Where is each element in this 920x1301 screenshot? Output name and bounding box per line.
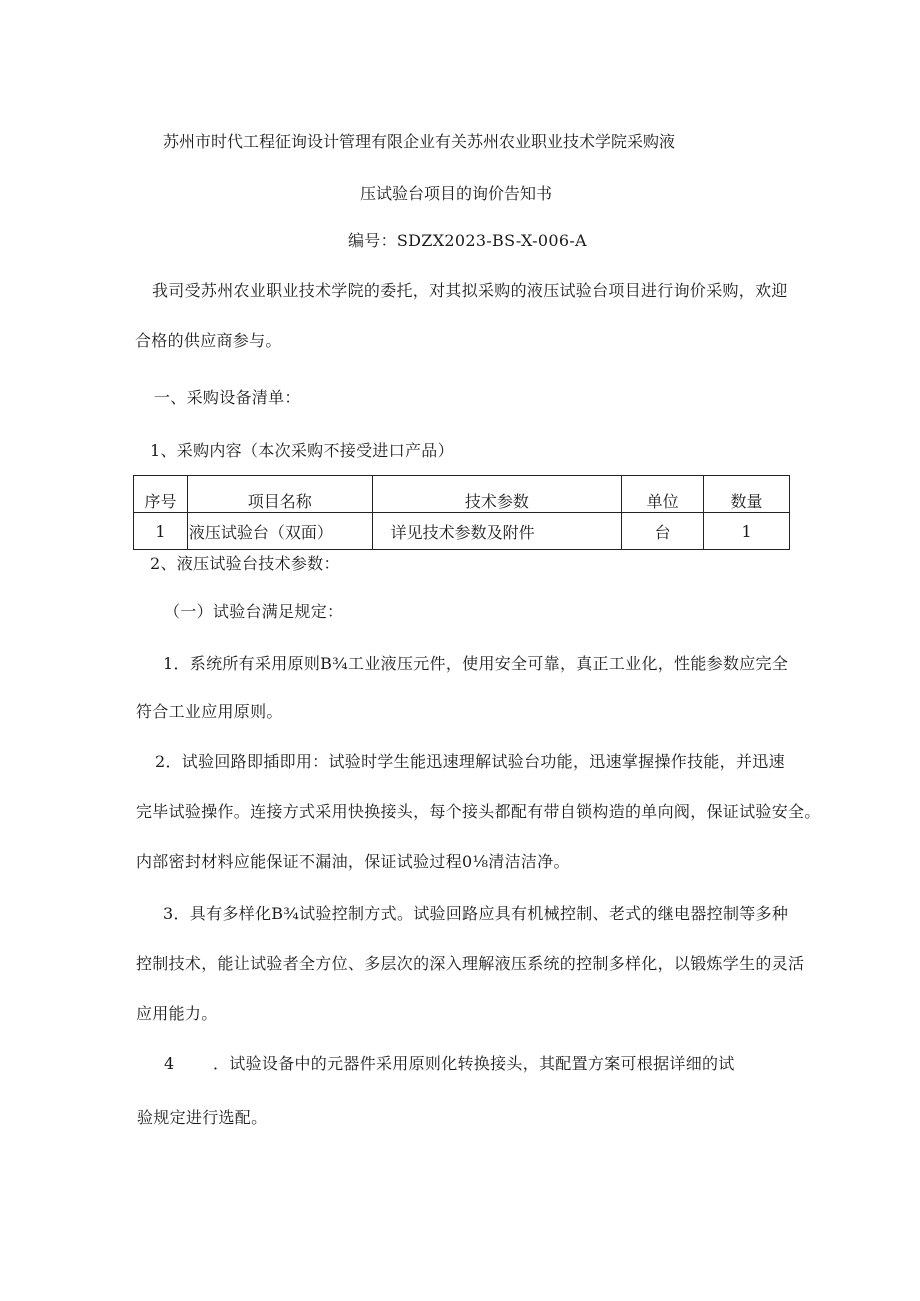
table-cell: 1 [134,513,188,550]
section-1-heading: 一、采购设备清单： [154,388,301,407]
title-line-1: 苏州市时代工程征询设计管理有限企业有关苏州农业职业技术学院采购液 [163,132,676,151]
document-number: 编号：SDZX2023-BS-X-006-A [348,231,587,250]
item-4-line-2: 验规定进行选配。 [137,1108,268,1127]
procurement-table [133,475,790,550]
table-header-row [134,476,790,513]
table-cell: 液压试验台（双面） [187,513,372,550]
header-cell: 数量 [704,476,790,513]
table-cell: 1 [704,513,790,550]
item-3-line-1: 3．具有多样化B¾试验控制方式。试验回路应具有机械控制、老式的继电器控制等多种 [163,904,789,923]
item-3-line-2: 控制技术，能让试验者全方位、多层次的深入理解液压系统的控制多样化，以锻炼学生的灵活 [136,954,805,973]
intro-line-2: 合格的供应商参与。 [135,331,282,350]
header-cell: 技术参数 [372,476,622,513]
table-row [134,513,790,550]
item-1-line-2: 符合工业应用原则。 [136,702,283,721]
item-1-line-1: 1．系统所有采用原则B¾工业液压元件，使用安全可靠，真正工业化，性能参数应完全 [163,654,789,673]
table-cell: 详见技术参数及附件 [372,513,622,550]
requirements-subheading: （一）试验台满足规定： [164,602,344,621]
procurement-content-heading: 1、采购内容（本次采购不接受进口产品） [150,441,454,460]
item-2-line-2: 完毕试验操作。连接方式采用快换接头，每个接头都配有带自锁构造的单向阀，保证试验安全。 [136,802,821,821]
item-4-line-1: ．试验设备中的元器件采用原则化转换接头，其配置方案可根据详细的试 [213,1054,735,1073]
item-3-line-3: 应用能力。 [136,1004,218,1023]
title-line-2: 压试验台项目的询价告知书 [360,184,553,203]
item-4-number: 4 [164,1054,175,1073]
header-cell: 序号 [134,476,188,513]
item-2-line-1: 2．试验回路即插即用：试验时学生能迅速理解试验台功能，迅速掌握操作技能，并迅速 [155,752,785,771]
intro-line-1: 我司受苏州农业职业技术学院的委托，对其拟采购的液压试验台项目进行询价采购，欢迎 [152,281,788,300]
header-cell: 单位 [622,476,704,513]
tech-params-heading: 2、液压试验台技术参数： [150,554,340,573]
header-cell: 项目名称 [187,476,372,513]
item-2-line-3: 内部密封材料应能保证不漏油，保证试验过程0⅛清洁洁净。 [136,852,570,871]
table-cell: 台 [622,513,704,550]
